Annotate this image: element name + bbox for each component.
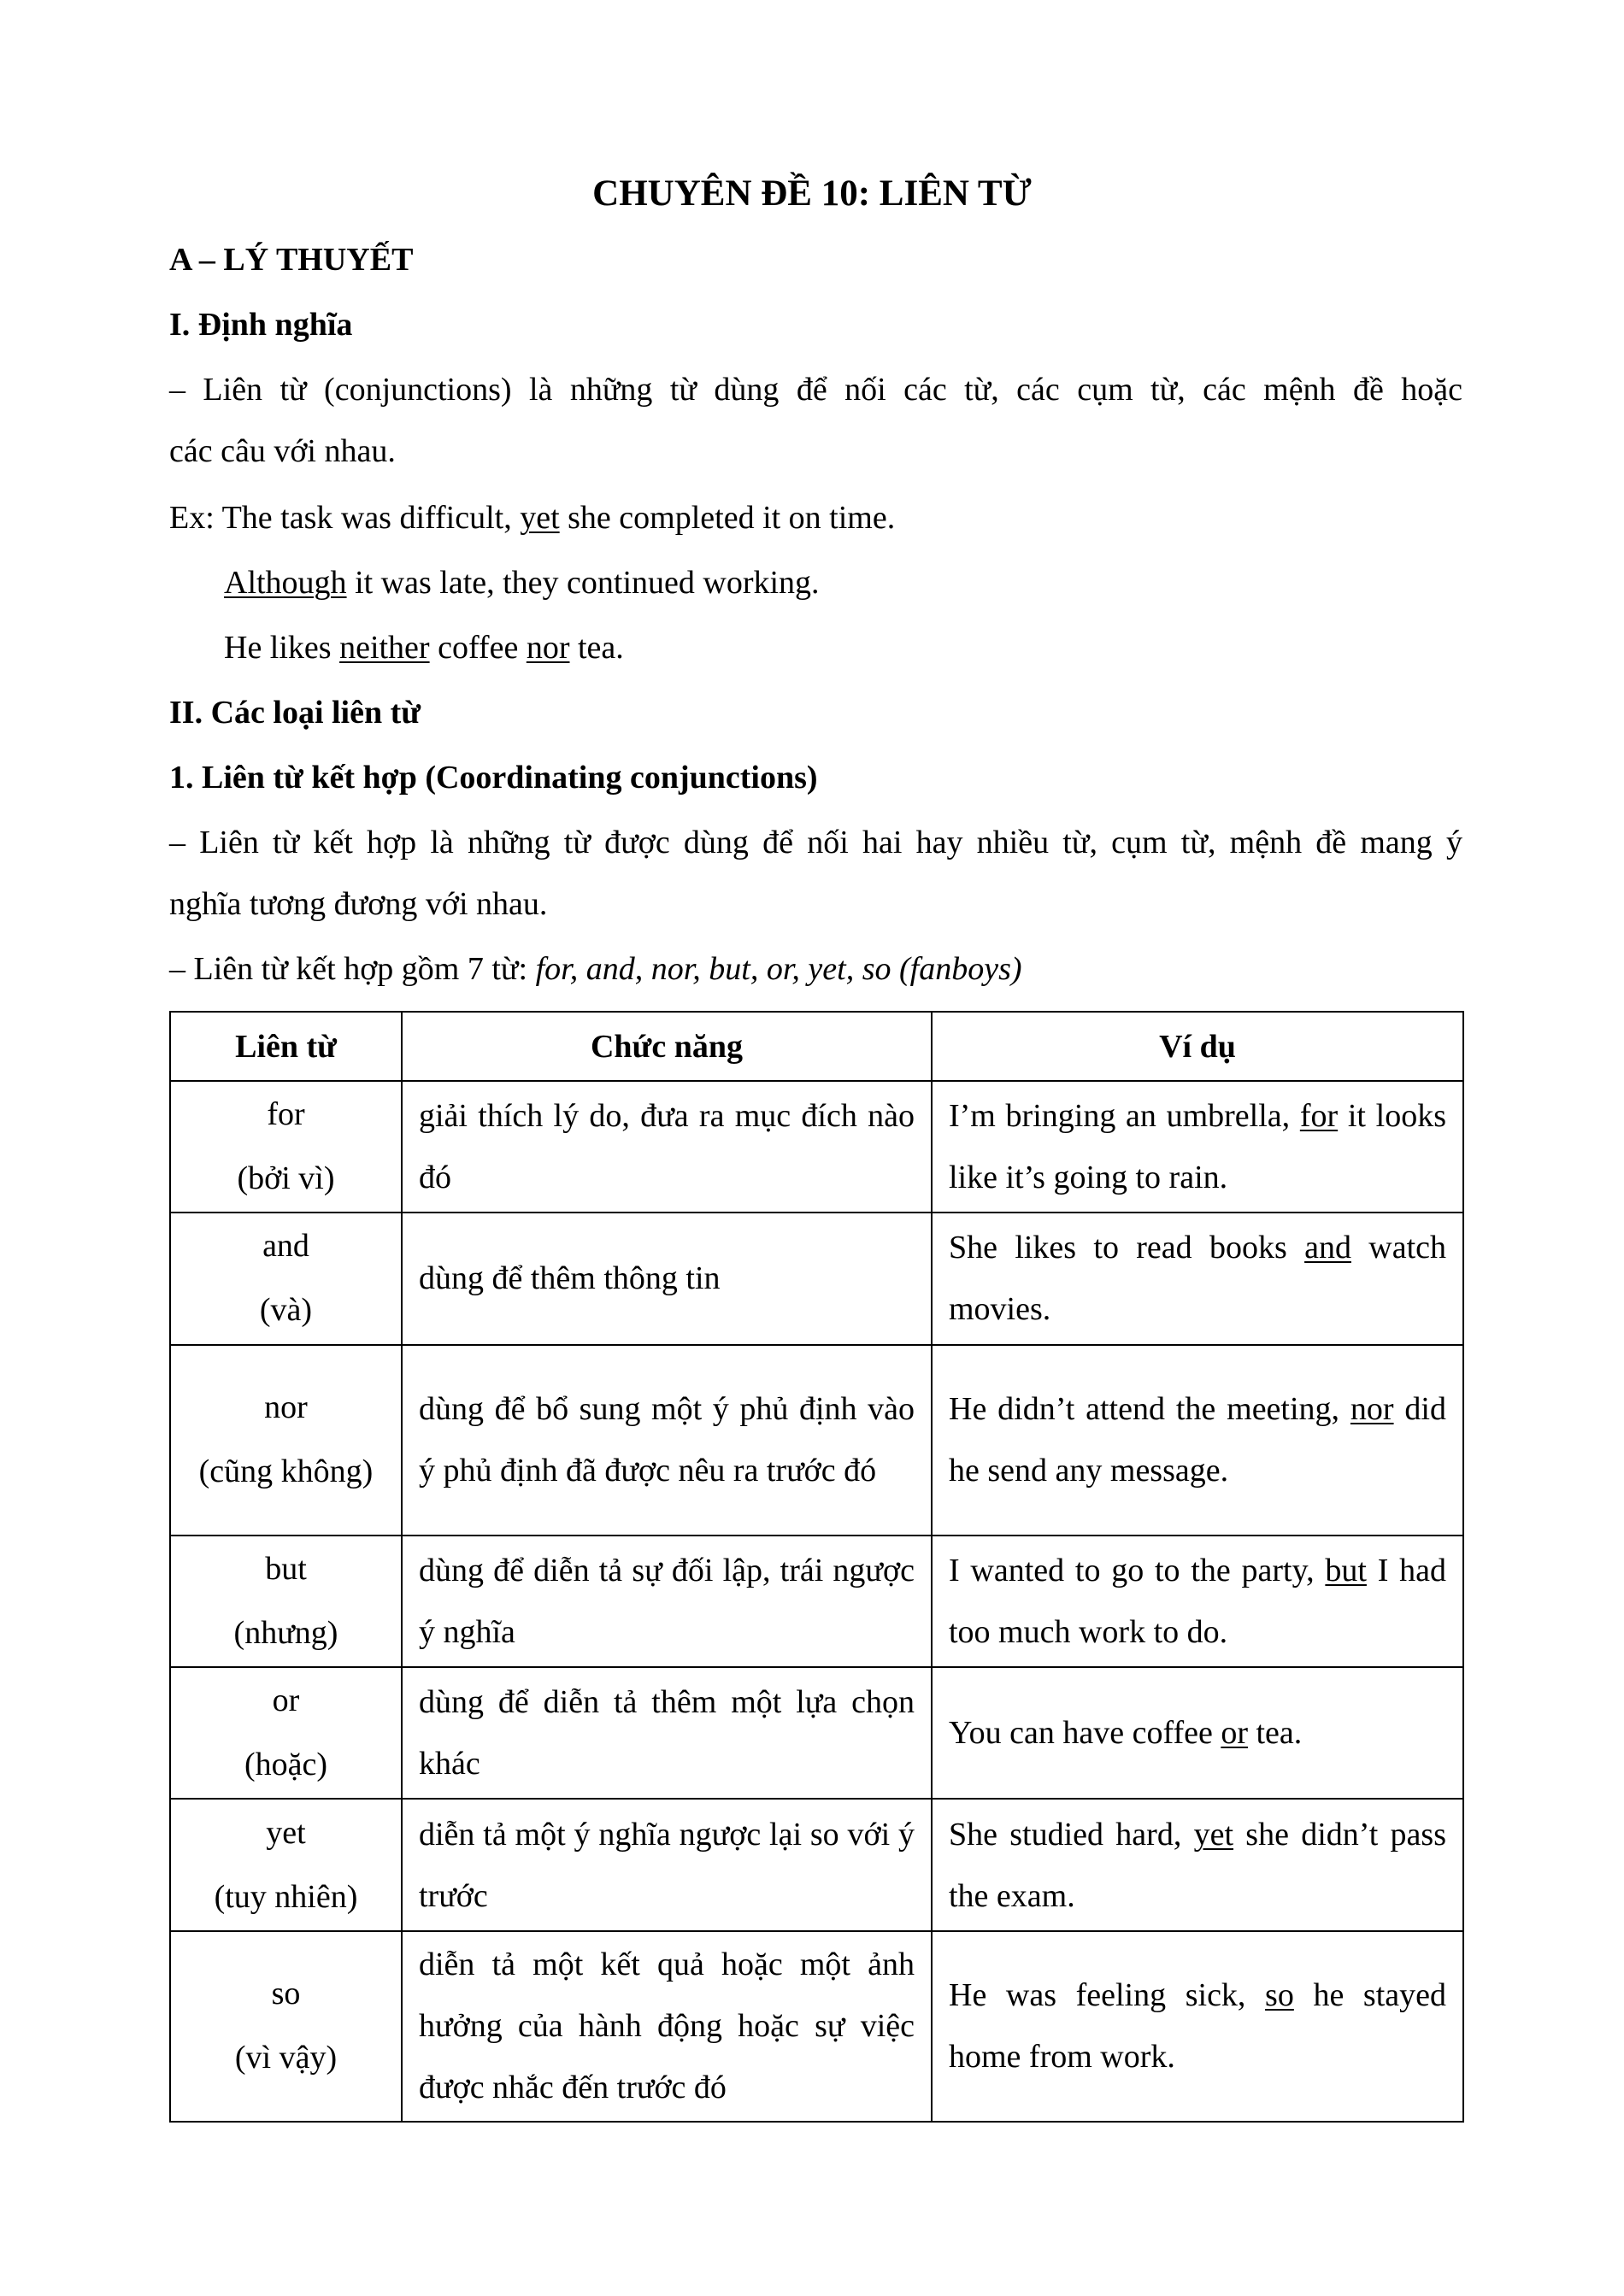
table-row [170, 1536, 1463, 1667]
function-cell: diễn tả một ý nghĩa ngược lại so với ý trước [402, 1799, 932, 1930]
coordinating-desc-line-1: – Liên từ kết hợp là những từ được dùng để nối hai hay nhiều từ, cụm từ, mệnh đề mang ý [169, 825, 1462, 860]
document-title: CHUYÊN ĐỀ 10: LIÊN TỪ [592, 173, 1032, 214]
conjunction-cell: so (vì vậy) [170, 1931, 402, 2122]
table-row [170, 1931, 1463, 2122]
function-cell: dùng để thêm thông tin [402, 1213, 932, 1344]
section-a-heading: A – LÝ THUYẾT [169, 242, 414, 278]
conjunction-cell: yet (tuy nhiên) [170, 1799, 402, 1930]
table-row [170, 1213, 1463, 1344]
example-3-keyword-1: neither [339, 630, 430, 666]
function-cell: dùng để diễn tả sự đối lập, trái ngược ý nghĩa [402, 1536, 932, 1667]
function-cell: dùng để diễn tả thêm một lựa chọn khác [402, 1667, 932, 1799]
coordinating-count: – Liên từ kết hợp gồm 7 từ: for, and, nor, but, or, yet, so (fanboys) [169, 951, 1022, 987]
conjunction-cell: nor (cũng không) [170, 1345, 402, 1536]
table-row [170, 1081, 1463, 1213]
types-heading: II. Các loại liên từ [169, 695, 421, 731]
example-2: Although it was late, they continued working. [224, 565, 820, 601]
header-conjunction: Liên từ [170, 1012, 402, 1081]
header-example: Ví dụ [932, 1012, 1463, 1081]
table-header-row [170, 1012, 1463, 1081]
example-cell: I’m bringing an umbrella, for it looks like it’s going to rain. [932, 1081, 1463, 1213]
conjunction-cell: or (hoặc) [170, 1667, 402, 1799]
definition-line-1: – Liên từ (conjunctions) là những từ dùng để nối các từ, các cụm từ, các mệnh đề hoặc [169, 372, 1462, 408]
example-cell: I wanted to go to the party, but I had too much work to do. [932, 1536, 1463, 1667]
example-3-keyword-2: nor [526, 630, 570, 666]
example-cell: She likes to read books and watch movies. [932, 1213, 1463, 1344]
conjunction-cell: for (bởi vì) [170, 1081, 402, 1213]
table-row [170, 1799, 1463, 1930]
coordinating-heading: 1. Liên từ kết hợp (Coordinating conjunctions) [169, 760, 818, 796]
coordinating-desc-line-2: nghĩa tương đương với nhau. [169, 886, 548, 922]
example-cell: You can have coffee or tea. [932, 1667, 1463, 1799]
fanboys-list: for, and, nor, but, or, yet, so (fanboys) [535, 951, 1022, 987]
header-function: Chức năng [402, 1012, 932, 1081]
definition-line-2: các câu với nhau. [169, 433, 396, 469]
conjunction-cell: but (nhưng) [170, 1536, 402, 1667]
function-cell: giải thích lý do, đưa ra mục đích nào đó [402, 1081, 932, 1213]
example-3: He likes neither coffee nor tea. [224, 630, 624, 666]
table-row [170, 1667, 1463, 1799]
conjunctions-table [169, 1011, 1464, 2123]
definition-heading: I. Định nghĩa [169, 307, 353, 343]
function-cell: dùng để bổ sung một ý phủ định vào ý phủ định đã được nêu ra trước đó [402, 1345, 932, 1536]
conjunction-cell: and (và) [170, 1213, 402, 1344]
example-cell: She studied hard, yet she didn’t pass the exam. [932, 1799, 1463, 1930]
example-cell: He was feeling sick, so he stayed home from work. [932, 1931, 1463, 2122]
function-cell: diễn tả một kết quả hoặc một ảnh hưởng của hành động hoặc sự việc được nhắc đến trước đó [402, 1931, 932, 2122]
example-1: Ex: The task was difficult, yet she completed it on time. [169, 500, 896, 536]
example-1-keyword: yet [520, 500, 560, 536]
example-2-keyword: Although [224, 565, 347, 601]
table-row [170, 1345, 1463, 1536]
example-cell: He didn’t attend the meeting, nor did he send any message. [932, 1345, 1463, 1536]
